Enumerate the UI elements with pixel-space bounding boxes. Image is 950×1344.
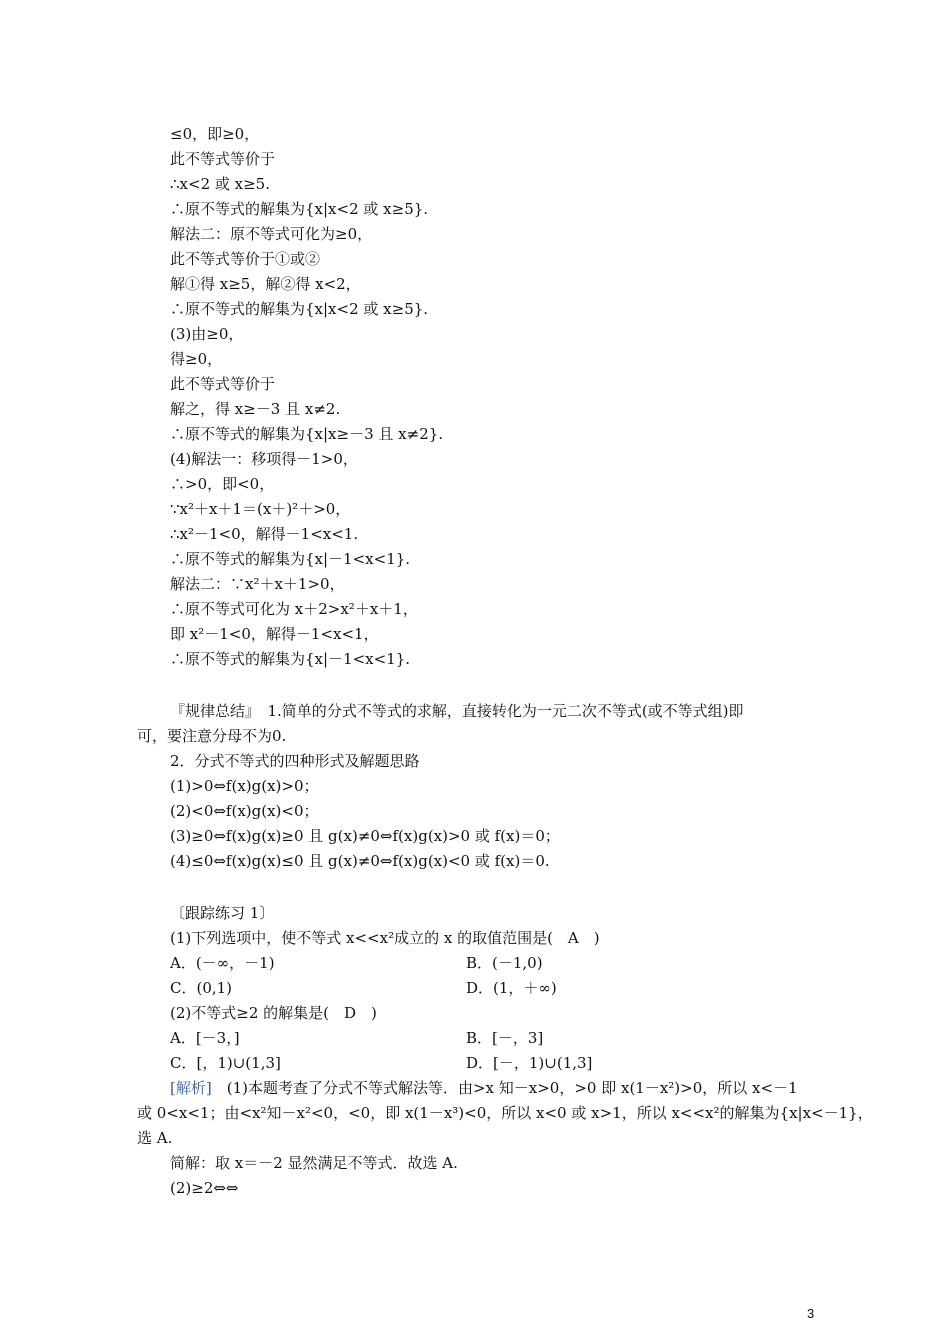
question-1: (1)下列选项中，使不等式 x<<x²成立的 x 的取值范围是( A ): [170, 929, 600, 947]
solution-line: ∵x²＋x＋1＝(x＋)²＋>0，: [170, 500, 351, 518]
analysis-line: 选 A.: [137, 1129, 173, 1147]
summary-form: (1)>0⇔f(x)g(x)>0；: [170, 777, 319, 795]
options-row: [170, 978, 557, 1000]
question-2-solution: (2)≥2⇔⇔: [170, 1179, 239, 1197]
analysis-label: [解析]: [170, 1079, 212, 1097]
solution-line: ∴原不等式的解集为{x|x≥－3 且 x≠2}.: [170, 425, 444, 443]
solution-line: 得≥0，: [170, 350, 223, 368]
summary-text: 可，要注意分母不为0.: [137, 727, 287, 745]
option-a: A．[－3，]: [170, 1029, 240, 1047]
solution-line: ∴原不等式的解集为{x|－1<x<1}.: [170, 650, 411, 668]
solution-line: ∴原不等式可化为 x＋2>x²＋x＋1，: [170, 600, 418, 618]
solution-line: (4)解法一：移项得－1>0，: [170, 450, 358, 468]
option-b: B．[－，3]: [466, 1029, 544, 1047]
option-a: A．(－∞，－1): [170, 954, 275, 972]
solution-line: 此不等式等价于①或②: [170, 250, 321, 268]
solution-line: ∴原不等式的解集为{x|－1<x<1}.: [170, 550, 411, 568]
solution-line: 此不等式等价于: [170, 150, 276, 168]
solution-line: ≤0，即≥0，: [170, 125, 260, 143]
practice-heading: 〔跟踪练习 1〕: [170, 904, 275, 922]
options-row: [170, 953, 543, 975]
solution-line: 解①得 x≥5，解②得 x<2，: [170, 275, 361, 293]
summary-form: (3)≥0⇔f(x)g(x)≥0 且 g(x)≠0⇔f(x)g(x)>0 或 f(x)＝0；: [170, 827, 560, 845]
solution-line: 解之，得 x≥－3 且 x≠2.: [170, 400, 341, 418]
analysis-line: [170, 1078, 798, 1100]
summary-text: 2．分式不等式的四种形式及解题思路: [170, 752, 420, 770]
solution-line: ∴原不等式的解集为{x|x<2 或 x≥5}.: [170, 200, 429, 218]
summary-form: (4)≤0⇔f(x)g(x)≤0 且 g(x)≠0⇔f(x)g(x)<0 或 f(x)＝0.: [170, 852, 550, 870]
solution-line: ∴x²－1<0，解得－1<x<1.: [170, 525, 359, 543]
option-d: D．(1，＋∞): [466, 979, 557, 997]
solution-line: 即 x²－1<0，解得－1<x<1，: [170, 625, 379, 643]
solution-line: (3)由≥0，: [170, 325, 244, 343]
solution-line: 解法二：∵x²＋x＋1>0，: [170, 575, 345, 593]
summary-form: (2)<0⇔f(x)g(x)<0；: [170, 802, 319, 820]
brief-solution: 简解：取 x＝－2 显然满足不等式．故选 A.: [170, 1154, 458, 1172]
page-number: 3: [807, 1306, 815, 1321]
solution-line: ∴原不等式的解集为{x|x<2 或 x≥5}.: [170, 300, 429, 318]
solution-line: ∴>0，即<0，: [170, 475, 275, 493]
analysis-line: 或 0<x<1；由<x²知－x²<0，<0，即 x(1－x³)<0，所以 x<0 或 x>1，所以 x<<x²的解集为{x|x<－1}，: [137, 1104, 873, 1122]
option-c: C．[，1)∪(1,3]: [170, 1054, 281, 1072]
question-2: (2)不等式≥2 的解集是( D ): [170, 1004, 377, 1022]
option-c: C．(0,1): [170, 979, 233, 997]
analysis-text: (1)本题考查了分式不等式解法等．由>x 知－x>0，>0 即 x(1－x²)>0，所以 x<－1: [211, 1079, 798, 1097]
solution-line: 此不等式等价于: [170, 375, 276, 393]
option-b: B．(－1,0): [466, 954, 543, 972]
option-d: D．[－，1)∪(1,3]: [466, 1054, 593, 1072]
options-row: [170, 1053, 593, 1075]
solution-line: ∴x<2 或 x≥5.: [170, 175, 270, 193]
options-row: [170, 1028, 544, 1050]
summary-heading: 『规律总结』 1.简单的分式不等式的求解，直接转化为一元二次不等式(或不等式组)即: [170, 702, 744, 720]
solution-line: 解法二：原不等式可化为≥0，: [170, 225, 373, 243]
